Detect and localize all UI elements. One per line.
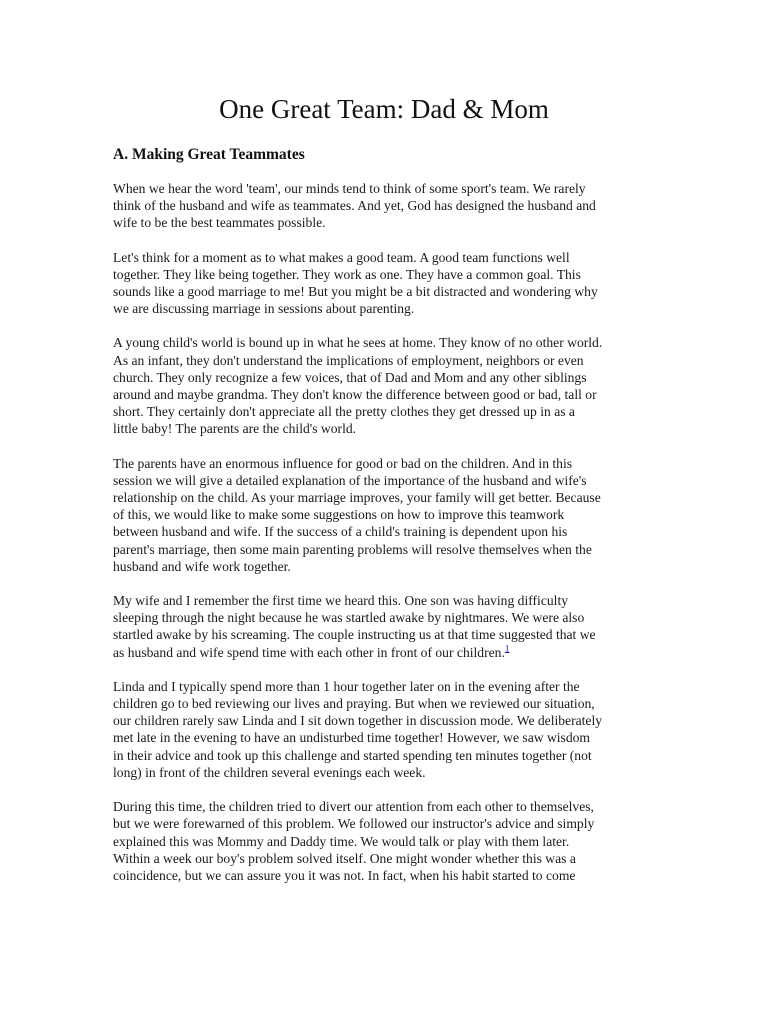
text-line: think of the husband and wife as teammates. And yet, God has designed the husband and (113, 198, 596, 214)
paragraph-1 (113, 180, 658, 232)
text-line: met late in the evening to have an undisturbed time together! However, we saw wisdom (113, 730, 590, 746)
text-line: Let's think for a moment as to what makes a good team. A good team functions well (113, 249, 570, 265)
text-line: sounds like a good marriage to me! But you might be a bit distracted and wondering why (113, 284, 598, 300)
paragraph-4 (113, 455, 658, 575)
text-line: long) in front of the children several evenings each week. (113, 764, 426, 780)
text-line: husband and wife work together. (113, 558, 291, 574)
text-line: session we will give a detailed explanation of the importance of the husband and wife's (113, 472, 587, 488)
body-text (113, 180, 658, 901)
text-line: together. They like being together. They work as one. They have a common goal. This (113, 266, 581, 282)
text-line-content: as husband and wife spend time with each other in front of our children. (113, 644, 505, 660)
text-line: children go to bed reviewing our lives and praying. But when we reviewed our situation, (113, 696, 595, 712)
text-line: A young child's world is bound up in what he sees at home. They know of no other world. (113, 335, 603, 351)
text-line: around and maybe grandma. They don't know the difference between good or bad, tall or (113, 387, 597, 403)
text-line: explained this was Mommy and Daddy time. We would talk or play with them later. (113, 833, 570, 849)
text-line: During this time, the children tried to divert our attention from each other to themselves, (113, 799, 594, 815)
text-line: parent's marriage, then some main parenting problems will resolve themselves when the (113, 541, 592, 557)
paragraph-2 (113, 249, 658, 318)
text-line: but we were forewarned of this problem. We followed our instructor's advice and simply (113, 816, 595, 832)
text-line: in their advice and took up this challenge and started spending ten minutes together (not (113, 747, 592, 763)
text-line: startled awake by his screaming. The couple instructing us at that time suggested that we (113, 627, 596, 643)
text-line: we are discussing marriage in sessions about parenting. (113, 301, 415, 317)
footnote-link[interactable]: 1 (504, 643, 510, 654)
text-line: The parents have an enormous influence for good or bad on the children. And in this (113, 455, 573, 471)
text-line: As an infant, they don't understand the implications of employment, neighbors or even (113, 352, 584, 368)
text-line: sleeping through the night because he was startled awake by nightmares. We were also (113, 610, 585, 626)
text-line: church. They only recognize a few voices, that of Dad and Mom and any other siblings (113, 369, 587, 385)
text-line: Linda and I typically spend more than 1 hour together later on in the evening after the (113, 678, 580, 694)
text-line: between husband and wife. If the success of a child's training is dependent upon his (113, 524, 568, 540)
paragraph-6 (113, 678, 658, 781)
paragraph-3 (113, 334, 658, 437)
paragraph-5 (113, 592, 658, 661)
section-heading: A. Making Great Teammates (113, 146, 305, 163)
text-line: short. They certainly don't appreciate all the pretty clothes they get dressed up in as a (113, 404, 575, 420)
text-line: little baby! The parents are the child's world. (113, 421, 357, 437)
text-line: When we hear the word 'team', our minds tend to think of some sport's team. We rarely (113, 181, 586, 196)
text-line: wife to be the best teammates possible. (113, 215, 326, 231)
text-line (113, 644, 658, 661)
text-line: our children rarely saw Linda and I sit down together in discussion mode. We deliberately (113, 713, 603, 729)
text-line: relationship on the child. As your marriage improves, your family will get better. Because (113, 490, 601, 506)
text-line: of this, we would like to make some suggestions on how to improve this teamwork (113, 507, 565, 523)
paragraph-7 (113, 798, 658, 884)
page-title: One Great Team: Dad & Mom (219, 94, 549, 124)
text-line: My wife and I remember the first time we heard this. One son was having difficulty (113, 593, 569, 609)
text-line: Within a week our boy's problem solved itself. One might wonder whether this was a (113, 850, 576, 866)
text-line: coincidence, but we can assure you it was not. In fact, when his habit started to come (113, 867, 576, 883)
